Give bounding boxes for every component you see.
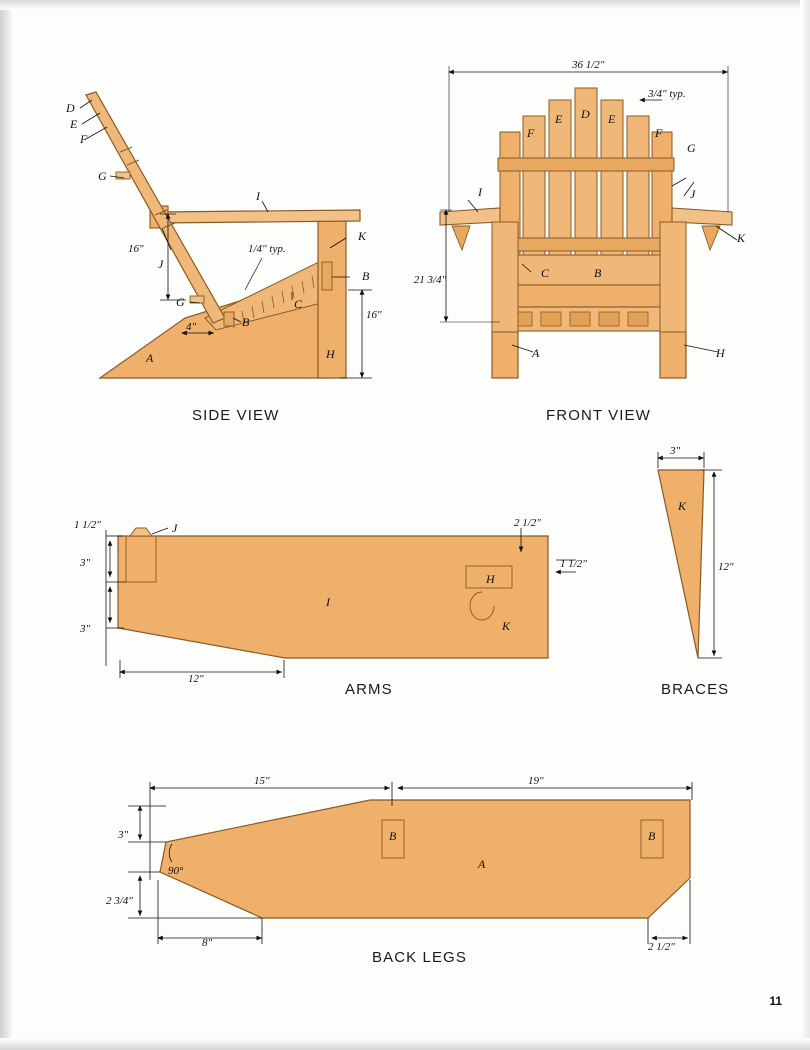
front-view-back-leg-H [660,331,686,378]
side-view-label-H: H [326,347,335,361]
front-view-back-rail-G-upper [498,158,674,171]
back-legs-part-A [160,800,690,918]
braces-drawing [658,445,734,658]
front-view-dim-height-text: 21 3/4" [413,274,447,286]
front-view-dim-three-quarter [640,88,686,100]
arms-part-I [118,536,548,658]
front-view-seat-apron-C [500,255,676,285]
arms-dim-1-5-left-text: 1 1/2" [74,519,101,531]
braces-label-K: K [678,499,687,513]
front-view-label-E-left: E [555,112,563,126]
front-view-label-F-left: F [527,126,535,140]
front-view-label-J: J [690,187,696,201]
front-view-side-post-right [660,222,686,332]
side-view-back-post [86,92,225,323]
front-view-back-rail-G-lower [498,238,674,251]
side-view-joint-B-lower [224,312,234,326]
side-view-label-I: I [256,189,260,203]
side-view-label-D: D [66,101,75,115]
side-view-label-E: E [70,117,78,131]
back-legs-dim-2-75-text: 2 3/4" [106,895,133,907]
front-view-dim-width-text: 36 1/2" [572,59,605,71]
arms-label-K: K [502,619,511,633]
back-legs-dim-3-text: 3" [118,829,129,841]
front-view-label-F-right: F [655,126,663,140]
arms-drawing [74,517,587,685]
side-view-label-J: J [158,257,164,271]
front-view-brace-K-left [452,226,470,250]
front-view-label-D: D [581,107,590,121]
caption-arms: ARMS [345,681,393,698]
front-view-label-C: C [541,266,550,280]
side-view-label-C: C [294,297,303,311]
front-view-drawing [414,59,746,378]
front-view-label-I: I [478,185,482,199]
side-view-arm-I [156,210,360,223]
caption-side-view: SIDE VIEW [192,407,280,424]
front-view-brace-K-right [702,226,720,250]
side-view-joint-B-upper [322,262,332,290]
side-view-label-B-lower: B [242,315,250,329]
page-number: 11 [769,994,782,1008]
front-view-label-E-right: E [608,112,616,126]
arms-dim-3-top-text: 3" [80,557,91,569]
braces-dim-3-text: 3" [670,445,681,457]
caption-front-view: FRONT VIEW [546,407,651,424]
arms-dim-1-5-right-text: 1 1/2" [560,558,587,570]
side-view-dim-16-lower-text: 16" [366,309,382,321]
back-legs-dim-8-text: 8" [202,937,213,949]
side-view-dim-16-upper-text: 16" [128,243,144,255]
back-legs-dim-19-text: 19" [528,775,544,787]
side-view-dim-quarter-typ-text: 1/4" typ. [248,243,286,255]
back-legs-dim-15-text: 15" [254,775,270,787]
caption-back-legs: BACK LEGS [372,949,467,966]
back-legs-label-B-right: B [648,829,656,843]
side-view-label-G-lower: G [176,295,185,309]
back-legs-drawing [106,775,692,953]
back-legs-dim-2-5-text: 2 1/2" [648,941,675,953]
side-view-label-A: A [146,351,154,365]
front-view-label-H: H [716,346,725,360]
side-view-label-B-upper: B [362,269,370,283]
back-legs-dim-angle-text: 90° [168,865,184,877]
side-view-label-F: F [80,132,88,146]
arms-notch-J [130,528,152,536]
braces-dim-12-text: 12" [718,561,734,573]
caption-braces: BRACES [661,681,730,698]
front-view-seat-rail-B [500,285,676,307]
front-view-label-K: K [737,231,746,245]
side-view-drawing [65,92,382,378]
arms-dim-2-5-text: 2 1/2" [514,517,541,529]
front-view-side-post-left [492,222,518,332]
side-view-dim-4-text: 4" [186,321,197,333]
arms-dim-12-text: 12" [188,673,204,685]
front-view-back-leg-A [492,331,518,378]
arms-dim-3-bottom-text: 3" [80,623,91,635]
arms-label-J: J [172,521,178,535]
arms-label-I: I [326,595,330,609]
front-view-dim-three-quarter-text: 3/4" typ. [648,88,686,100]
back-legs-label-B-left: B [389,829,397,843]
front-view-label-G: G [687,141,696,155]
front-view-label-A: A [532,346,540,360]
back-legs-label-A: A [478,857,486,871]
arms-label-H: H [486,572,495,586]
side-view-label-K: K [358,229,367,243]
side-view-label-G-upper: G [98,169,107,183]
front-view-label-B: B [594,266,602,280]
arms-leader-J [152,528,168,534]
